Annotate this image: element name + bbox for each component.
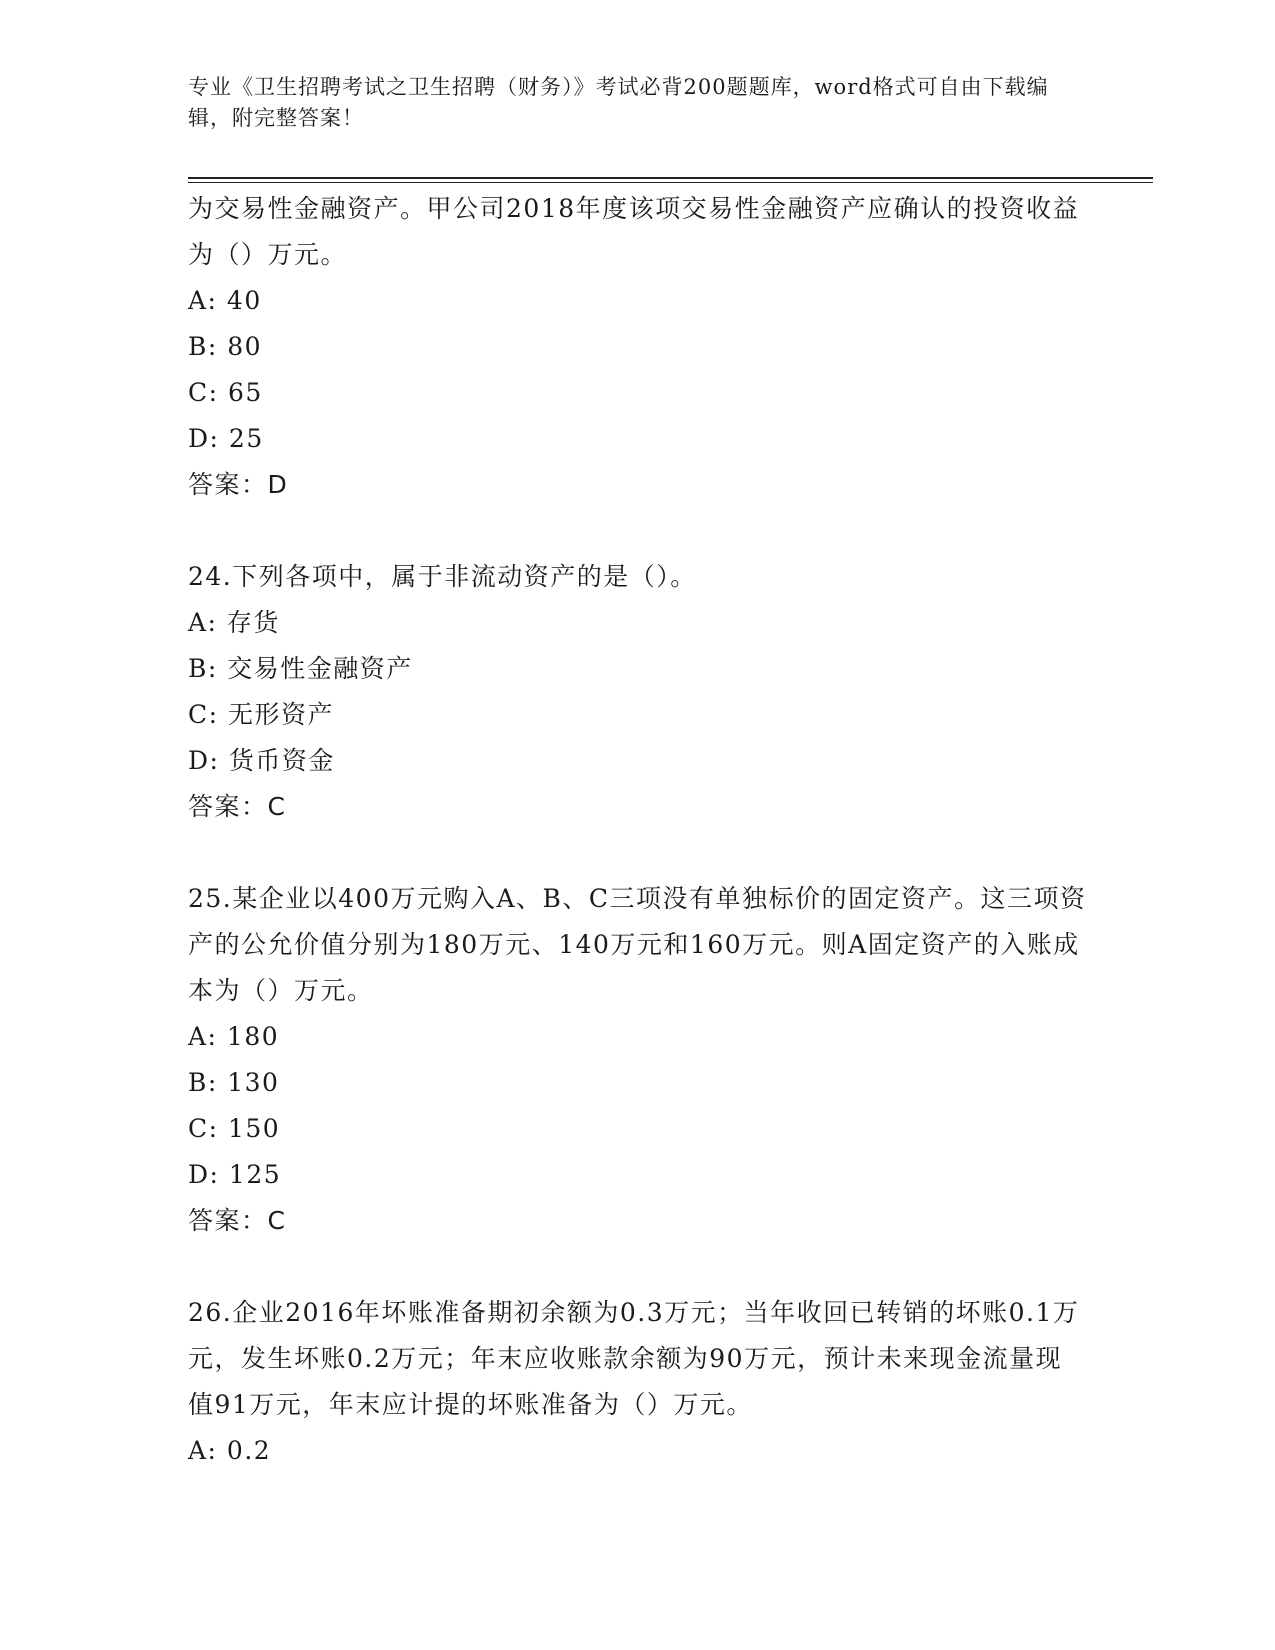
question-stem: 25.某企业以400万元购入A、B、C三项没有单独标价的固定资产。这三项资产的公允价值分别为180万元、140万元和160万元。则A固定资产的入账成本为（）万元。 [188,884,1087,1005]
question-stem: 24.下列各项中，属于非流动资产的是（）。 [188,562,697,591]
option-b: B: 130 [188,1068,280,1097]
question-24 [188,554,1088,830]
answer-line: 答案：C [188,792,287,821]
option-a: A: 40 [188,286,262,315]
option-c: C: 无形资产 [188,700,334,729]
option-d: D: 25 [188,424,264,453]
header-divider-thick [188,177,1153,179]
option-d: D: 125 [188,1160,282,1189]
question-list [188,186,1088,1474]
spacer [188,830,1088,876]
question-26 [188,1290,1088,1474]
document-header: 专业《卫生招聘考试之卫生招聘（财务）》考试必背200题题库，word格式可自由下载编辑，附完整答案！ [188,75,1049,130]
spacer [188,1244,1088,1290]
answer-line: 答案：C [188,1206,287,1235]
question-stem: 26.企业2016年坏账准备期初余额为0.3万元；当年收回已转销的坏账0.1万元，发生坏账0.2万元；年末应收账款余额为90万元，预计未来现金流量现值91万元，年末应计提的坏账准备为（）万元。 [188,1298,1080,1419]
spacer [188,508,1088,554]
option-a: A: 存货 [188,608,280,637]
option-b: B: 80 [188,332,263,361]
option-c: C: 150 [188,1114,281,1143]
header-divider-thin [188,182,1153,183]
question-stem: 为交易性金融资产。甲公司2018年度该项交易性金融资产应确认的投资收益为（）万元。 [188,194,1080,269]
question-25 [188,876,1088,1244]
question-23 [188,186,1088,508]
option-d: D: 货币资金 [188,746,335,775]
option-a: A: 0.2 [188,1436,272,1465]
option-b: B: 交易性金融资产 [188,654,413,683]
option-c: C: 65 [188,378,263,407]
option-a: A: 180 [188,1022,280,1051]
answer-line: 答案：D [188,470,289,499]
